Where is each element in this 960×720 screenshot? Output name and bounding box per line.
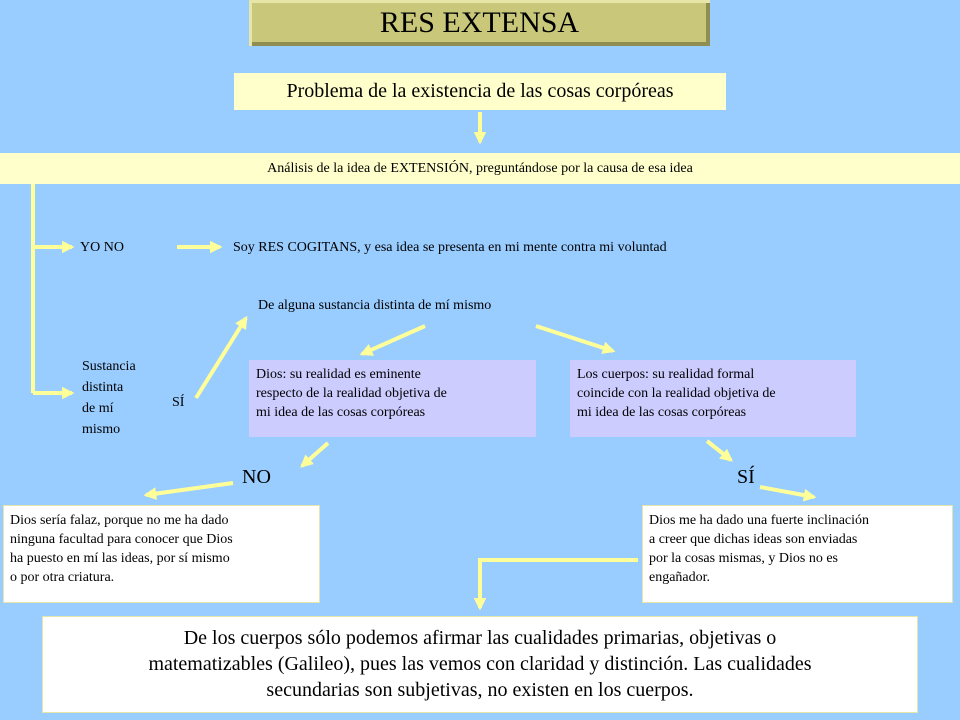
problem-box (234, 73, 726, 110)
sustancia-distinta-text: De alguna sustancia distinta de mí mismo (258, 298, 492, 313)
res-cogitans-text: Soy RES COGITANS, y esa idea se presenta en mi mente contra mi voluntad (233, 240, 667, 255)
falaz-box-line: Dios sería falaz, porque no me ha dado (10, 513, 229, 528)
inclinacion-box-line: Dios me ha dado una fuerte inclinación (649, 513, 870, 528)
si-label-sustancia: SÍ (172, 395, 185, 410)
conclusion-line: matematizables (Galileo), pues las vemos con claridad y distinción. Las cualidades (148, 653, 812, 675)
sustancia-label (82, 356, 136, 440)
title-box (249, 0, 710, 46)
dios-box-line: mi idea de las cosas corpóreas (256, 405, 426, 420)
falaz-box-line: o por otra criatura. (10, 570, 115, 585)
inclinacion-box-line: engañador. (649, 570, 711, 585)
sustancia-line: mismo (82, 422, 121, 437)
conclusion-line: secundarias son subjetivas, no existen en los cuerpos. (266, 679, 694, 701)
analysis-bar (0, 153, 960, 184)
arrow-inclinacion-to-conclusion (480, 560, 638, 608)
inclinacion-box (642, 505, 953, 603)
dios-box-line: Dios: su realidad es eminente (256, 367, 421, 382)
arrow-to-dios-box (362, 326, 425, 354)
arrow-si-to-inclinacion (760, 487, 814, 497)
arrow-to-cuerpos-box (536, 326, 613, 351)
title-text: RES EXTENSA (379, 6, 580, 39)
arrow-si-to-sustancia-distinta (196, 318, 246, 398)
cuerpos-box-line: mi idea de las cosas corpóreas (577, 405, 747, 420)
falaz-box-line: ninguna facultad para conocer que Dios (10, 532, 233, 547)
conclusion-box (42, 616, 918, 713)
falaz-box-line: ha puesto en mí las ideas, por sí mismo (10, 551, 230, 566)
analysis-text: Análisis de la idea de EXTENSIÓN, preguntándose por la causa de esa idea (267, 160, 693, 176)
si-label: SÍ (737, 466, 755, 488)
arrow-cuerpos-to-si (707, 441, 731, 460)
sustancia-line: de mí (82, 401, 114, 416)
sustancia-line: distinta (82, 380, 124, 395)
no-label: NO (242, 466, 271, 488)
problem-text: Problema de la existencia de las cosas corpóreas (286, 80, 674, 102)
dios-box (249, 360, 536, 437)
cuerpos-box-line: Los cuerpos: su realidad formal (577, 367, 755, 382)
sustancia-line: Sustancia (82, 359, 136, 374)
cuerpos-box-line: coincide con la realidad objetiva de (577, 386, 776, 401)
arrow-no-to-falaz (146, 483, 233, 495)
inclinacion-box-line: por la cosas mismas, y Dios no es (649, 551, 838, 566)
cuerpos-box (570, 360, 856, 437)
falaz-box (3, 505, 320, 603)
arrow-dios-to-no (302, 443, 328, 466)
yo-no-label: YO NO (80, 240, 124, 255)
dios-box-line: respecto de la realidad objetiva de (256, 386, 447, 401)
inclinacion-box-line: a creer que dichas ideas son enviadas (649, 532, 858, 547)
conclusion-line: De los cuerpos sólo podemos afirmar las cualidades primarias, objetivas o (183, 627, 777, 649)
